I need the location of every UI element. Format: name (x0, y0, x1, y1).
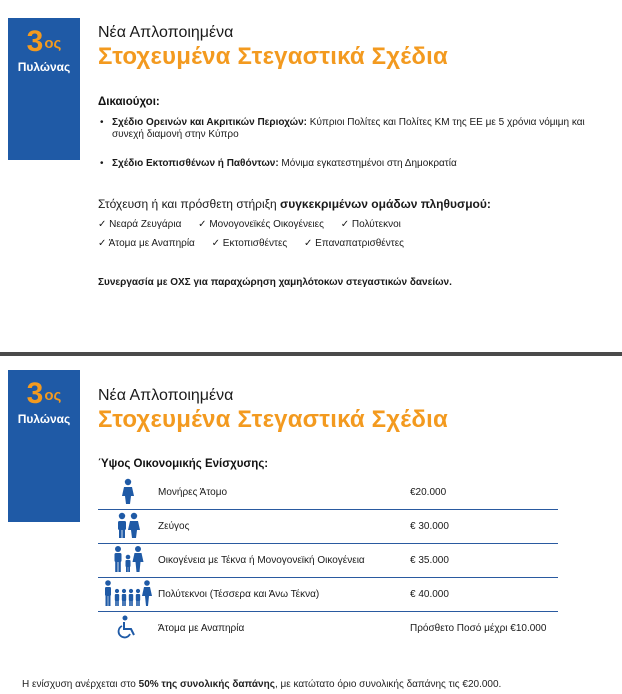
group-item: ✓ Μονογονεϊκές Οικογένειες (198, 219, 324, 230)
slide-title: Στοχευμένα Στεγαστικά Σχέδια (98, 406, 448, 433)
table-row (98, 578, 558, 612)
table-row (98, 510, 558, 544)
category-cell: Πολύτεκνοι (Τέσσερα και Άνω Τέκνα) (158, 578, 410, 612)
beneficiaries-heading: Δικαιούχοι: (98, 96, 160, 108)
group-item: ✓ Εκτοπισθέντες (211, 238, 288, 249)
table-row (98, 544, 558, 578)
pillar-badge (8, 18, 80, 160)
category-cell: Άτομα με Αναπηρία (158, 623, 245, 634)
group-item: ✓ Άτομα με Αναπηρία (98, 238, 195, 249)
category-cell: Ζεύγος (158, 510, 410, 544)
table-row (98, 612, 558, 646)
bullet-mountain-areas: • Σχέδιο Ορεινών και Ακριτικών Περιοχών: Κύπριοι Πολίτες και Πολίτες ΚΜ της ΕΕ με 5 χρόνια νόμιμη και συνεχή διαμονή στην Κύπρο (100, 117, 585, 140)
partnership-note: Συνεργασία με ΟΧΣ για παραχώρηση χαμηλότοκων στεγαστικών δανείων. (98, 277, 452, 288)
family-icon (112, 545, 144, 573)
pillar-label: Πυλώνας (17, 412, 71, 426)
footer-note: Η ενίσχυση ανέρχεται στο 50% της συνολικής δαπάνης, με κατώτατο όριο συνολικής δαπάνης τις €20.000. (22, 679, 502, 690)
amount-heading: Ύψος Οικονομικής Ενίσχυσης: (98, 458, 269, 470)
group-item: ✓ Πολύτεκνοι (340, 219, 401, 230)
amount-cell: € 30.000 (410, 510, 558, 544)
wheelchair-icon (117, 615, 139, 639)
slide-title: Στοχευμένα Στεγαστικά Σχέδια (98, 43, 448, 70)
amount-table (98, 476, 558, 645)
amount-cell: € 35.000 (410, 544, 558, 578)
group-item: ✓ Επαναπατρισθέντες (304, 238, 404, 249)
slide-pillar-3-amounts (0, 356, 622, 694)
category-cell: Μονήρες Άτομο (158, 476, 410, 510)
groups-row-2 (98, 238, 418, 249)
pillar-badge (8, 370, 80, 522)
category-cell: Οικογένεια με Τέκνα ή Μονογονεϊκή Οικογένεια (158, 544, 410, 578)
table-row (98, 476, 558, 510)
couple-icon (115, 512, 141, 538)
slide-subtitle: Νέα Απλοποιημένα (98, 387, 234, 404)
single-person-icon (121, 478, 135, 504)
target-groups-heading: Στόχευση ή και πρόσθετη στήριξη συγκεκριμένων ομάδων πληθυσμού: (98, 197, 491, 211)
pillar-label: Πυλώνας (17, 60, 71, 74)
slide-subtitle: Νέα Απλοποιημένα (98, 24, 234, 41)
amount-cell: €20.000 (410, 476, 558, 510)
bullet-displaced: • Σχέδιο Εκτοπισθένων ή Παθόντων: Μόνιμα εγκατεστημένοι στη Δημοκρατία (100, 158, 457, 169)
pillar-number: $3^{o\varsigma}$ (26, 377, 62, 410)
amount-cell: Πρόσθετο Ποσό μέχρι €10.000 (410, 623, 547, 634)
amount-cell: € 40.000 (410, 578, 558, 612)
pillar-number: $3^{o\varsigma}$ (26, 25, 62, 58)
large-family-icon (103, 579, 153, 607)
groups-row-1 (98, 219, 415, 230)
group-item: ✓ Νεαρά Ζευγάρια (98, 219, 182, 230)
